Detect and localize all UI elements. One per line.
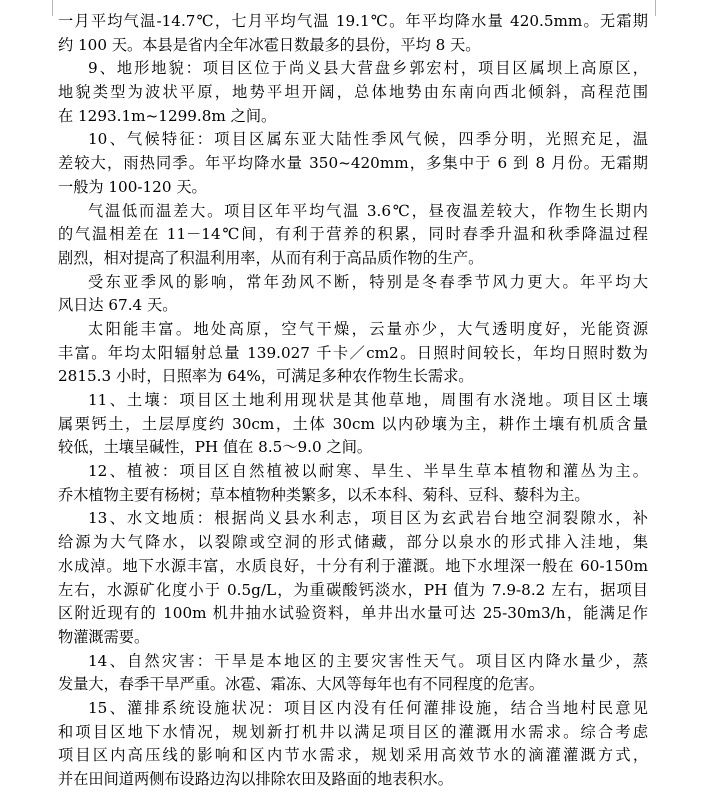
para-irrigation bbox=[58, 697, 648, 792]
document-page bbox=[58, 10, 648, 792]
text-line: 发量大，春季干旱严重。冰雹、霜冻、大风等每年也有不同程度的危害。 bbox=[58, 675, 544, 694]
text-line: 9、地形地貌：项目区位于尚义县大营盘乡郭宏村，项目区属坝上高原区， bbox=[88, 59, 648, 78]
text-line: 一般为 100-120 天。 bbox=[58, 177, 207, 196]
para-climate-stats-cont bbox=[58, 10, 648, 57]
text-line: 13、水文地质：根据尚义县水利志，项目区为玄武岩台地空洞裂隙水，补 bbox=[88, 509, 648, 528]
text-line: 14、自然灾害：干旱是本地区的主要灾害性天气。项目区内降水量少，蒸 bbox=[88, 651, 648, 670]
text-line: 给源为大气降水，以裂隙或空洞的形式储藏，部分以泉水的形式排入洼地，集 bbox=[58, 533, 648, 552]
text-line: 地貌类型为波状平原，地势平坦开阔，总体地势由东南向西北倾斜，高程范围 bbox=[58, 83, 648, 102]
para-temperature bbox=[58, 200, 648, 271]
text-line: 丰富。年均太阳辐射总量 139.027 千卡／cm2。日照时间较长，年均日照时数为 bbox=[58, 343, 648, 362]
para-hydrogeology bbox=[58, 507, 648, 649]
text-line: 乔木植物主要有杨树；草本植物种类繁多，以禾本科、菊科、豆科、藜科为主。 bbox=[58, 485, 590, 504]
page-corner-mark-left bbox=[52, 0, 53, 16]
para-terrain bbox=[58, 57, 648, 128]
text-line: 较低，土壤呈碱性，PH 值在 8.5～9.0 之间。 bbox=[58, 438, 373, 457]
text-line: 剧烈，相对提高了积温利用率，从而有利于高品质作物的生产。 bbox=[58, 248, 484, 267]
text-line: 并在田间道两侧布设路边沟以排除农田及路面的地表积水。 bbox=[58, 770, 453, 788]
page-corner-mark-right bbox=[655, 0, 656, 16]
text-line: 的气温相差在 11－14℃间，有利于营养的积累，同时春季升温和秋季降温过程 bbox=[58, 225, 648, 244]
para-vegetation bbox=[58, 460, 648, 507]
text-line: 15、灌排系统设施状况：项目区内没有任何灌排设施，结合当地村民意见 bbox=[88, 698, 648, 717]
text-line: 受东亚季风的影响，常年劲风不断，特别是冬春季节风力更大。年平均大 bbox=[88, 272, 648, 291]
text-line: 和项目区地下水情况，规划新打机井以满足项目区的灌溉用水需求。综合考虑 bbox=[58, 722, 648, 741]
text-line: 气温低而温差大。项目区年平均气温 3.6℃，昼夜温差较大，作物生长期内 bbox=[88, 201, 648, 220]
text-line: 10、气候特征：项目区属东亚大陆性季风气候，四季分明，光照充足，温 bbox=[88, 130, 648, 149]
text-line: 一月平均气温-14.7℃，七月平均气温 19.1℃。年平均降水量 420.5mm。无霜期 bbox=[58, 12, 648, 30]
text-line: 属栗钙土，土层厚度约 30cm，土体 30cm 以内砂壤为主，耕作土壤有机质含量 bbox=[58, 414, 648, 433]
text-line: 左右，水源矿化度小于 0.5g/L，为重碳酸钙淡水，PH 值为 7.9-8.2 左右，据项目 bbox=[58, 580, 648, 599]
text-line: 12、植被：项目区自然植被以耐寒、旱生、半旱生草本植物和灌丛为主。 bbox=[88, 462, 648, 481]
text-line: 在 1293.1m~1299.8m 之间。 bbox=[58, 106, 277, 125]
text-line: 物灌溉需要。 bbox=[58, 627, 150, 646]
text-line: 差较大，雨热同季。年平均降水量 350~420mm，多集中于 6 到 8 月份。无霜期 bbox=[58, 154, 648, 173]
text-line: 区附近现有的 100m 机井抽水试验资料，单井出水量可达 25-30m3/h，能满足作 bbox=[58, 604, 648, 623]
text-line: 水成淖。地下水源丰富，水质良好，十分有利于灌溉。地下水埋深一般在 60-150m bbox=[58, 556, 648, 575]
para-wind bbox=[58, 271, 648, 318]
para-climate bbox=[58, 128, 648, 199]
para-sunlight bbox=[58, 318, 648, 389]
text-line: 项目区内高压线的影响和区内节水需求，规划采用高效节水的滴灌灌溉方式， bbox=[58, 746, 648, 765]
para-disasters bbox=[58, 650, 648, 697]
para-soil bbox=[58, 389, 648, 460]
text-line: 2815.3 小时，日照率为 64%，可满足多种农作物生长需求。 bbox=[58, 367, 474, 386]
text-line: 约 100 天。本县是省内全年冰雹日数最多的县份，平均 8 天。 bbox=[58, 35, 481, 54]
text-line: 风日达 67.4 天。 bbox=[58, 296, 178, 315]
text-line: 11、土壤：项目区土地利用现状是其他草地，周围有水浇地。项目区土壤 bbox=[88, 391, 648, 409]
text-line: 太阳能丰富。地处高原，空气干燥，云量亦少，大气透明度好，光能资源 bbox=[88, 319, 648, 338]
